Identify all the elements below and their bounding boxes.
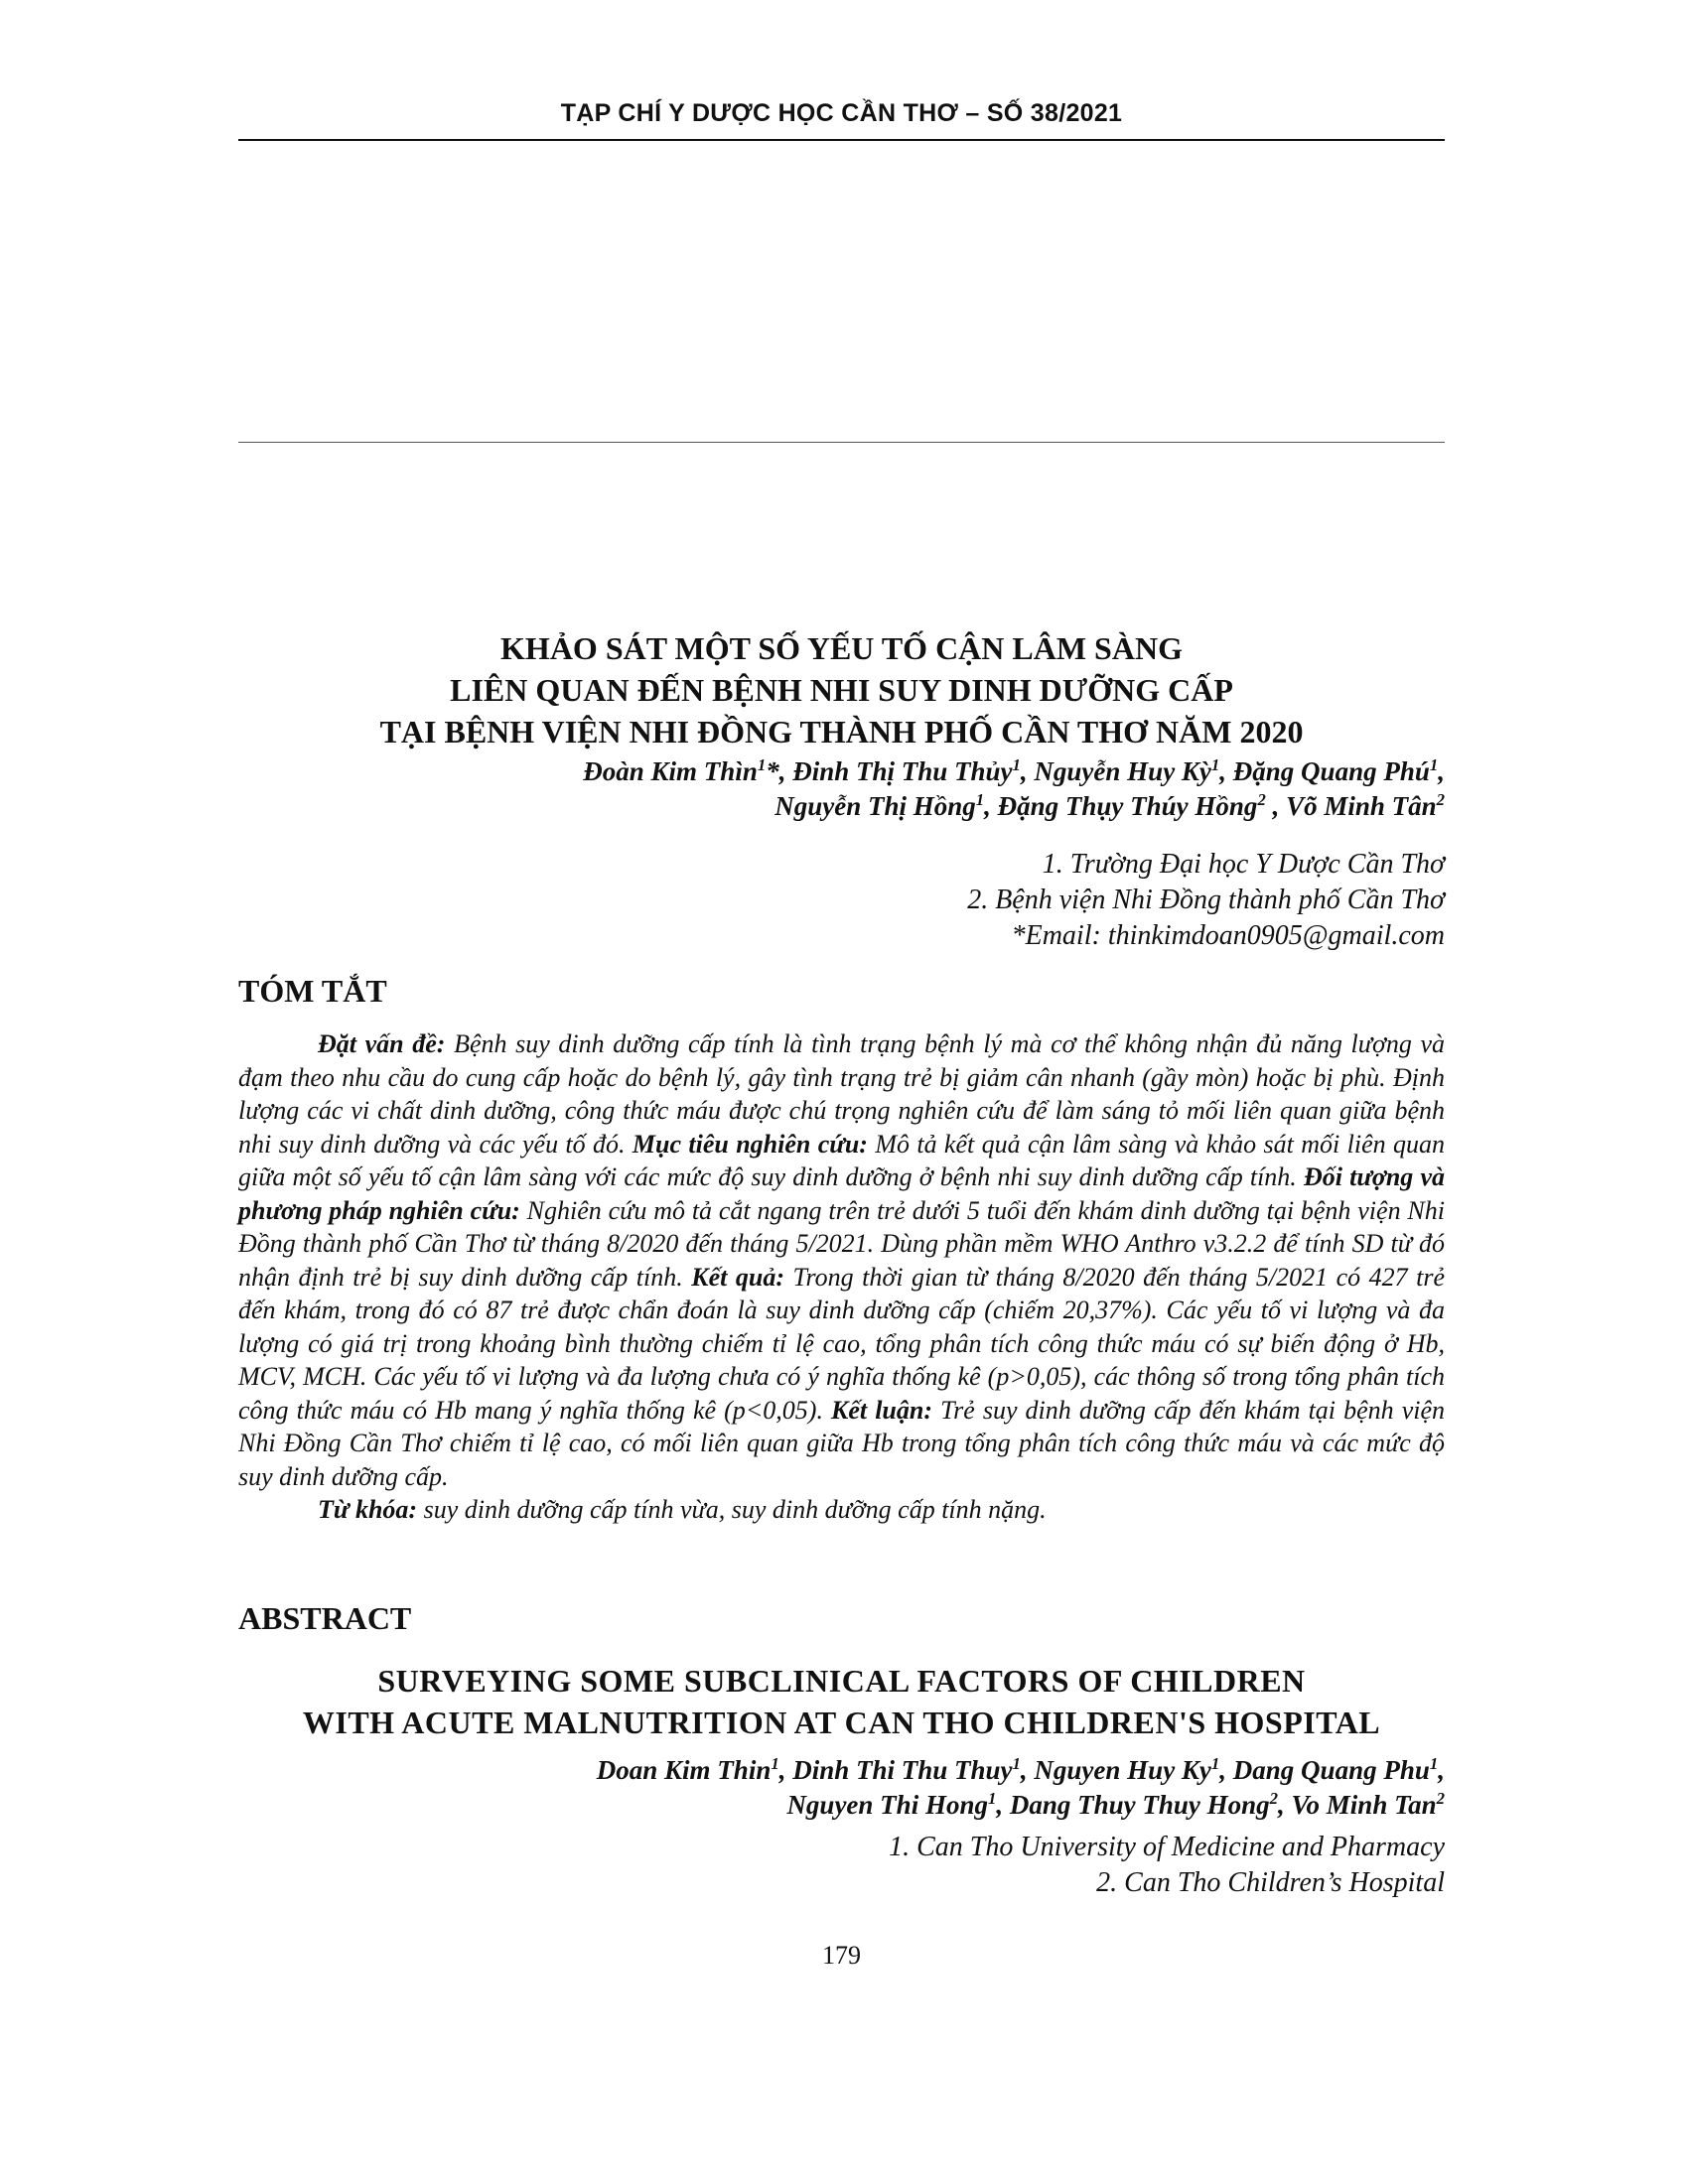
author-affil-sup: 2: [1436, 1789, 1445, 1808]
conclusion-label: Kết luận:: [831, 1395, 933, 1425]
journal-header: TẠP CHÍ Y DƯỢC HỌC CẦN THƠ – SỐ 38/2021: [560, 99, 1123, 127]
author-name: Đặng Thụy Thúy Hồng: [997, 791, 1258, 821]
background-label: Đặt vấn đề:: [318, 1029, 446, 1058]
affiliation-line: 2. Bệnh viện Nhi Đồng thành phố Cần Thơ: [967, 885, 1445, 915]
author-affil-sup: 1: [1012, 755, 1021, 774]
author-line: [597, 1753, 1445, 1788]
author-name: Dang Thuy Thuy Hong: [1009, 1790, 1270, 1820]
author-line: [597, 1788, 1445, 1823]
results-text: Trong thời gian từ tháng 8/2020 đến tháng 5/2021 có 427 trẻ đến khám, trong đó có 87 trẻ được chẩn đoán là suy dinh dưỡng cấp (chiếm 20,37%). Các yếu tố vi lượng và đa lượng có giá trị trong khoảng bình thường chiếm tỉ lệ cao, tổng phân tích công thức máu có sự biến động ở Hb, MCV, MCH. Các yếu tố vi lượng và đa lượng chưa có ý nghĩa thống kê (p>0,05), các thông số trong tổng phân tích công thức máu có Hb mang ý nghĩa thống kê (p<0,05).: [238, 1262, 1445, 1425]
affiliation-line: 1. Can Tho University of Medicine and Pharmacy: [889, 1832, 1445, 1862]
author-affil-sup: 1: [987, 1789, 997, 1808]
affiliations-vi: [967, 847, 1445, 954]
affiliations-en: [889, 1830, 1445, 1901]
methods-text: Nghiên cứu mô tả cắt ngang trên trẻ dưới 5 tuổi đến khám dinh dưỡng tại bệnh viện Nhi Đồng thành phố Cần Thơ từ tháng 8/2020 đến tháng 5/2021. Dùng phần mềm WHO Anthro v3.2.2 để tính SD từ đó nhận định trẻ bị suy dinh dưỡng cấp tính.: [238, 1195, 1445, 1292]
email-line: *Email: thinkimdoan0905@gmail.com: [1011, 920, 1445, 951]
title-line: LIÊN QUAN ĐẾN BỆNH NHI SUY DINH DƯỠNG CẤP: [450, 672, 1233, 708]
author-name: Đinh Thị Thu Thủy: [792, 756, 1013, 786]
author-line: [583, 754, 1445, 789]
author-name: Doan Kim Thin: [596, 1755, 772, 1785]
author-separator: ,: [1020, 1755, 1035, 1785]
background-text: Bệnh suy dinh dưỡng cấp tính là tình trạng bệnh lý mà cơ thể không nhận đủ năng lượng và đạm theo nhu cầu do cung cấp hoặc do bệnh lý, gây tình trạng trẻ bị giảm cân nhanh (gầy mòn) hoặc bị phù. Định lượng các vi chất dinh dưỡng, công thức máu được chú trọng nghiên cứu để làm sáng tỏ mối liên quan giữa bệnh nhi suy dinh dưỡng và các yếu tố đó.: [238, 1029, 1446, 1159]
affiliation-line: 1. Trường Đại học Y Dược Cần Thơ: [1042, 849, 1445, 880]
author-separator: ,: [1438, 756, 1445, 786]
objective-label: Mục tiêu nghiên cứu:: [632, 1129, 868, 1159]
author-separator: ,: [984, 791, 998, 821]
author-separator: ,: [1265, 791, 1287, 821]
author-name: Dinh Thi Thu Thuy: [792, 1755, 1013, 1785]
author-name: Võ Minh Tân: [1286, 791, 1437, 821]
author-line: [583, 789, 1445, 824]
author-name: Đặng Quang Phú: [1232, 756, 1430, 786]
author-separator: ,: [1278, 1790, 1292, 1820]
author-name: Đoàn Kim Thìn: [583, 756, 758, 786]
keywords-label: Từ khóa:: [318, 1495, 418, 1524]
keywords-text: suy dinh dưỡng cấp tính vừa, suy dinh dưỡng cấp tính nặng.: [417, 1495, 1047, 1524]
results-label: Kết quả:: [691, 1262, 784, 1292]
section-divider: [238, 442, 1445, 443]
author-separator: ,: [778, 1755, 793, 1785]
methods-label: Đối tượng và phương pháp nghiên cứu:: [238, 1162, 1445, 1225]
article-title-en: [238, 1660, 1445, 1743]
author-separator: ,: [1219, 756, 1233, 786]
author-name: Nguyễn Thị Hồng: [774, 791, 976, 821]
author-separator: ,: [996, 1790, 1010, 1820]
article-title-vi: [238, 627, 1445, 752]
author-affil-sup: 1: [1429, 1754, 1439, 1773]
title-line: WITH ACUTE MALNUTRITION AT CAN THO CHILDREN'S HOSPITAL: [302, 1705, 1381, 1740]
affiliation-line: 2. Can Tho Children’s Hospital: [1096, 1867, 1445, 1898]
author-affil-sup: 2: [1269, 1789, 1279, 1808]
summary-heading: TÓM TẮT: [238, 973, 387, 1009]
author-separator: ,: [1020, 756, 1035, 786]
author-affil-sup: 1: [771, 1754, 779, 1773]
author-affil-sup: 1: [1429, 755, 1439, 774]
title-line: TẠI BỆNH VIỆN NHI ĐỒNG THÀNH PHỐ CẦN THƠ NĂM 2020: [379, 714, 1304, 750]
title-line: SURVEYING SOME SUBCLINICAL FACTORS OF CHILDREN: [377, 1663, 1306, 1699]
summary-body: [238, 1027, 1445, 1527]
title-line: KHẢO SÁT MỘT SỐ YẾU TỐ CẬN LÂM SÀNG: [500, 630, 1183, 666]
author-name: Nguyen Thi Hong: [786, 1790, 988, 1820]
author-name: Dang Quang Phu: [1232, 1755, 1430, 1785]
author-affil-sup: 1: [1210, 755, 1220, 774]
abstract-heading: ABSTRACT: [238, 1600, 412, 1636]
author-affil-sup: 1: [1210, 1754, 1220, 1773]
author-name: Nguyễn Huy Kỳ: [1034, 756, 1211, 786]
page-number: 179: [822, 1941, 861, 1970]
conclusion-text: Trẻ suy dinh dưỡng cấp đến khám tại bệnh viện Nhi Đồng Cần Thơ chiếm tỉ lệ cao, có mối liên quan giữa Hb trong tổng phân tích công thức máu và các mức độ suy dinh dưỡng cấp.: [238, 1395, 1445, 1491]
author-affil-sup: 1: [1012, 1754, 1021, 1773]
author-affil-sup: 2: [1436, 790, 1445, 809]
objective-text: Mô tả kết quả cận lâm sàng và khảo sát mối liên quan giữa một số yếu tố cận lâm sàng với các mức độ suy dinh dưỡng ở bệnh nhi suy dinh dưỡng cấp tính.: [238, 1129, 1445, 1191]
author-separator: *,: [766, 756, 793, 786]
author-affil-sup: 1: [757, 755, 767, 774]
summary-paragraph: [238, 1027, 1445, 1493]
author-affil-sup: 2: [1257, 790, 1266, 809]
keywords-paragraph: [238, 1493, 1445, 1527]
author-separator: ,: [1438, 1755, 1445, 1785]
authors-vi: [583, 754, 1445, 824]
author-separator: ,: [1219, 1755, 1233, 1785]
author-name: Vo Minh Tan: [1291, 1790, 1437, 1820]
author-affil-sup: 1: [975, 790, 985, 809]
author-name: Nguyen Huy Ky: [1034, 1755, 1211, 1785]
header-rule: [238, 139, 1445, 141]
authors-en: [597, 1753, 1445, 1823]
